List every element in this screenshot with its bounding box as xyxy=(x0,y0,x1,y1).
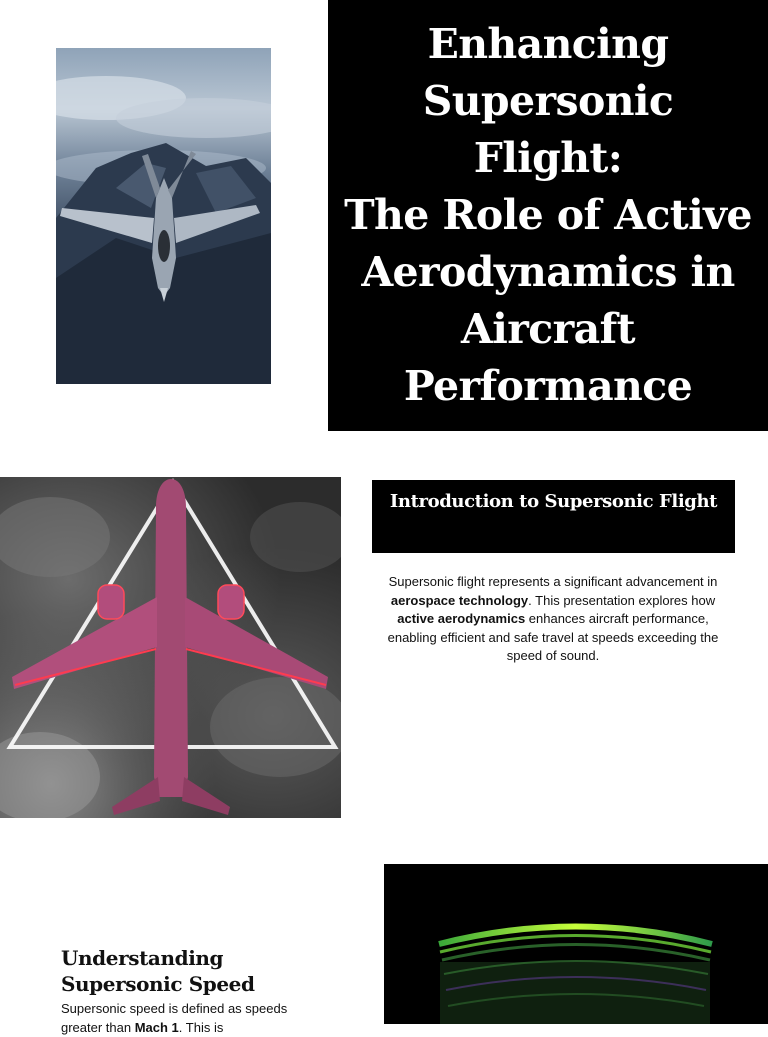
intro-text-part: enhances aircraft performance, enabling efficient and safe travel at speeds exceeding the speed of sound. xyxy=(387,611,719,663)
intro-heading-box xyxy=(372,480,735,553)
intro-body-text xyxy=(386,573,720,666)
presentation-title: Enhancing Supersonic Flight: The Role of Active Aerodynamics in Aircraft Performance xyxy=(344,20,752,410)
intro-text-part: . This presentation explores how xyxy=(528,592,716,608)
title-panel xyxy=(328,0,768,431)
fighter-jet-photo xyxy=(56,48,271,384)
speed-heading: Understanding Supersonic Speed xyxy=(61,946,255,996)
speed-text-part: . This is xyxy=(178,1019,224,1035)
highlight-active-aerodynamics: active aerodynamics xyxy=(397,611,526,626)
airliner-photo xyxy=(0,477,341,818)
shockwave-photo xyxy=(384,864,768,1024)
highlight-aerospace-technology: aerospace technology xyxy=(390,592,529,608)
intro-text-part: Supersonic flight represents a significant advancement in xyxy=(388,574,718,589)
intro-heading: Introduction to Supersonic Flight xyxy=(389,491,718,512)
speed-text-part: Supersonic speed is defined as speeds greater than xyxy=(61,1001,288,1035)
speed-body-text xyxy=(61,1000,331,1037)
highlight-mach-1: Mach 1 xyxy=(134,1019,179,1035)
